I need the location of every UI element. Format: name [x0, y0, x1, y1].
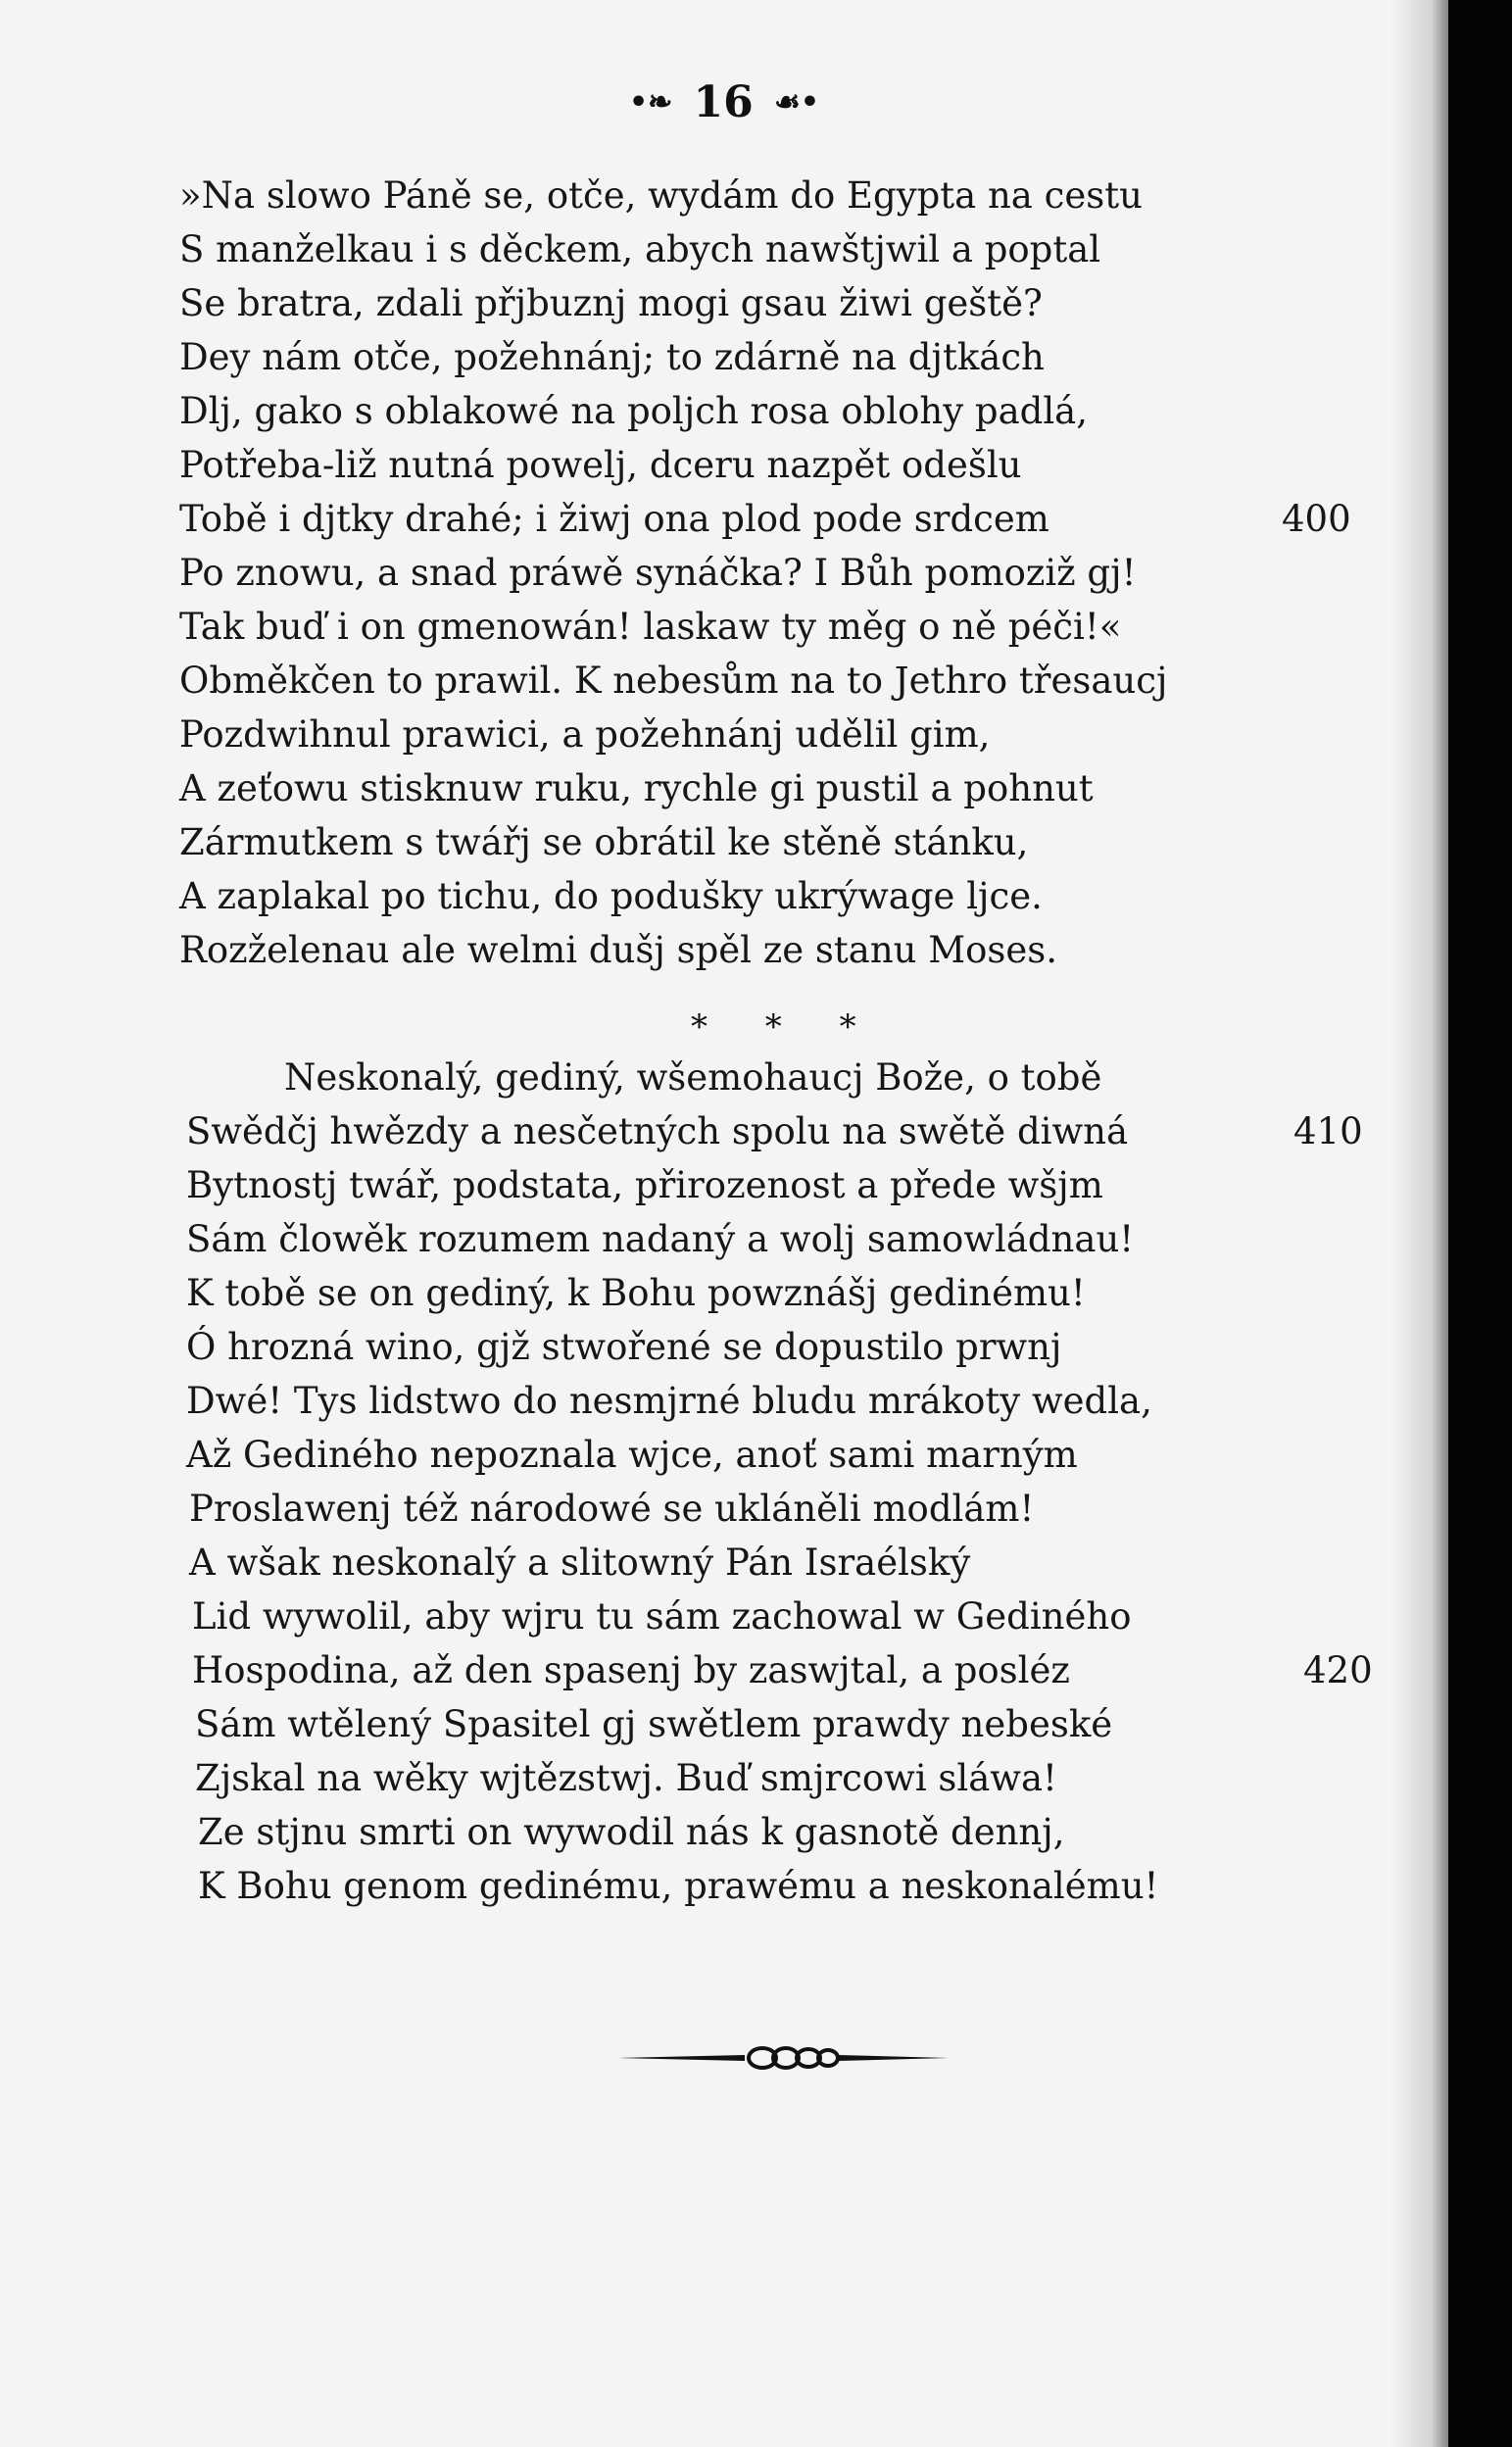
verse-line: Až Gediného nepoznala wjce, anoť sami marným [186, 1434, 1078, 1476]
page-gutter-shadow [1391, 0, 1448, 2447]
verse-line: Po znowu, a snad práwě synáčka? I Bůh pomoziž gj! [179, 552, 1137, 594]
verse-line: Ze stjnu smrti on wywodil nás k gasnotě dennj, [198, 1811, 1065, 1853]
verse-line: Neskonalý, gediný, wšemohaucj Bože, o tobě [284, 1056, 1102, 1099]
tailpiece-ornament [617, 2043, 951, 2073]
verse-line: A wšak neskonalý a slitowný Pán Israélský [189, 1542, 971, 1584]
verse-line: Rozželenau ale welmi dušj spěl ze stanu Moses. [179, 929, 1058, 971]
line-number-410: 410 [1293, 1110, 1363, 1152]
header-ornament-right: ☙• [773, 85, 820, 120]
verse-line: Tak buď i on gmenowán! laskaw ty měg o ně péči!« [179, 606, 1122, 648]
verse-line: Se bratra, zdali přjbuznj mogi gsau žiwi geště? [179, 282, 1043, 324]
verse-line: Bytnostj twář, podstata, přirozenost a přede wšjm [186, 1164, 1103, 1206]
page-number: 16 [693, 77, 754, 127]
verse-line: »Na slowo Páně se, otče, wydám do Egypta na cestu [179, 174, 1143, 217]
verse-line: A zeťowu stisknuw ruku, rychle gi pustil a pohnut [179, 767, 1094, 809]
line-number-400: 400 [1282, 498, 1351, 540]
verse-line: Pozdwihnul prawici, a požehnánj udělil gim, [179, 713, 991, 756]
verse-line: A zaplakal po tichu, do podušky ukrýwage ljce. [179, 875, 1043, 917]
verse-line: Sám člowěk rozumem nadaný a wolj samowládnau! [186, 1218, 1135, 1260]
verse-line: Swědčj hwězdy a nesčetných spolu na swětě diwná [186, 1110, 1129, 1152]
verse-line: Hospodina, až den spasenj by zaswjtal, a posléz [192, 1649, 1070, 1691]
adjacent-page-edge [1448, 0, 1512, 2447]
verse-line: Potřeba-liž nutná powelj, dceru nazpět odešlu [179, 444, 1022, 486]
header-ornament-left: •❧ [628, 85, 673, 120]
verse-line: Dey nám otče, požehnánj; to zdárně na djtkách [179, 336, 1045, 378]
verse-line: Tobě i djtky drahé; i žiwj ona plod pode srdcem [179, 498, 1049, 540]
verse-line: Ó hrozná wino, gjž stwořené se dopustilo prwnj [186, 1326, 1062, 1368]
verse-line: Sám wtělený Spasitel gj swětlem prawdy nebeské [195, 1703, 1113, 1745]
verse-line: K Bohu genom gedinému, prawému a neskonalému! [198, 1865, 1159, 1907]
verse-line: Dlj, gako s oblakowé na poljch rosa oblohy padlá, [179, 390, 1088, 432]
verse-line: S manželkau i s děckem, abych nawštjwil a poptal [179, 228, 1101, 270]
section-divider-stars: * * * [691, 1007, 880, 1047]
verse-line: K tobě se on gediný, k Bohu powznášj gedinému! [186, 1272, 1086, 1314]
line-number-420: 420 [1303, 1649, 1373, 1691]
verse-line: Obměkčen to prawil. K nebesům na to Jethro třesaucj [179, 660, 1168, 702]
verse-line: Dwé! Tys lidstwo do nesmjrné bludu mrákoty wedla, [186, 1380, 1152, 1422]
page-header [0, 76, 1448, 127]
verse-line: Zjskal na wěky wjtězstwj. Buď smjrcowi sláwa! [195, 1757, 1057, 1799]
verse-line: Proslawenj též národowé se ukláněli modlám! [189, 1488, 1035, 1530]
verse-line: Lid wywolil, aby wjru tu sám zachowal w Gediného [192, 1595, 1132, 1638]
verse-line: Zármutkem s twářj se obrátil ke stěně stánku, [179, 821, 1029, 863]
